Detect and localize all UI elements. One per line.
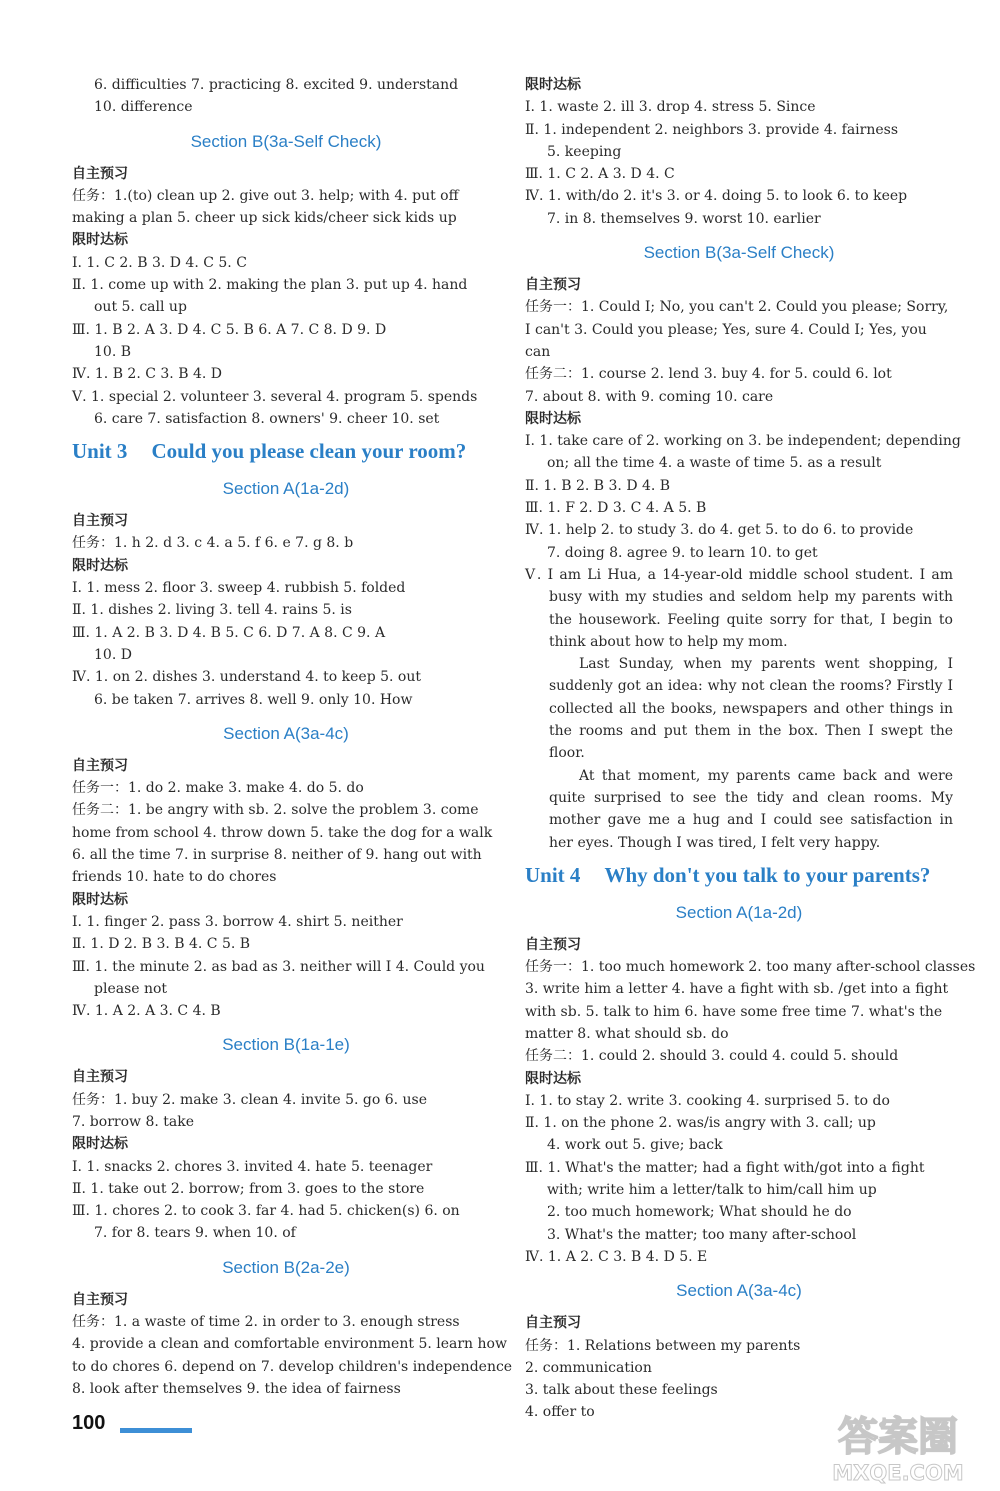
answer-line: 2. communication	[525, 1359, 652, 1376]
answer-line: Ⅲ. 1. F 2. D 3. C 4. A 5. B	[525, 500, 707, 517]
answer-line: 6. care 7. satisfaction 8. owners' 9. cheer 10. set	[94, 410, 440, 427]
answer-line: 4. work out 5. give; back	[547, 1137, 723, 1154]
unit-heading	[72, 436, 500, 466]
section-heading: Section B(3a-Self Check)	[190, 131, 382, 151]
right-column	[525, 74, 976, 1424]
answer-line: 7. borrow 8. take	[72, 1113, 194, 1130]
answer-line: 任务一：1. Could I; No, you can't 2. Could you please; Sorry,	[525, 299, 949, 316]
subsection-label: 自主预习	[72, 513, 128, 530]
subsection-label: 自主预习	[72, 165, 128, 182]
answer-line: Ⅳ. 1. B 2. C 3. B 4. D	[72, 366, 222, 383]
subsection-label: 限时达标	[72, 557, 128, 574]
answer-line: 3. talk about these feelings	[525, 1382, 718, 1399]
subsection-label: 限时达标	[72, 1136, 128, 1153]
answer-line: 6. difficulties 7. practicing 8. excited 9. understand	[94, 77, 459, 93]
answer-line: Ⅰ. 1. snacks 2. chores 3. invited 4. hate 5. teenager	[72, 1158, 433, 1175]
subsection-label: 限时达标	[525, 77, 581, 93]
answer-line: 8. look after themselves 9. the idea of fairness	[72, 1380, 401, 1397]
answer-line: Ⅰ. 1. waste 2. ill 3. drop 4. stress 5. Since	[525, 99, 816, 116]
watermark-site: MXQE.COM	[832, 1461, 964, 1485]
answer-line: Ⅲ. 1. chores 2. to cook 3. far 4. had 5. chicken(s) 6. on	[72, 1203, 460, 1220]
answer-line: Ⅳ. 1. help 2. to study 3. do 4. get 5. to do 6. to provide	[525, 522, 914, 539]
answer-line: 6. be taken 7. arrives 8. well 9. only 10. How	[94, 691, 413, 708]
page-number-bar	[120, 1428, 192, 1433]
answer-line: Ⅲ. 1. C 2. A 3. D 4. C	[525, 166, 675, 183]
answer-line: 5. keeping	[547, 143, 622, 160]
section-heading: Section A(1a-2d)	[675, 902, 803, 922]
answer-line: I can't 3. Could you please; Yes, sure 4. Could I; Yes, you	[525, 321, 927, 338]
answer-line: Ⅰ. 1. mess 2. floor 3. sweep 4. rubbish 5. folded	[72, 580, 406, 597]
answer-line: Ⅱ. 1. on the phone 2. was/is angry with 3. call; up	[525, 1115, 876, 1132]
subsection-label: 自主预习	[72, 1291, 128, 1308]
answer-line: Ⅲ. 1. A 2. B 3. D 4. B 5. C 6. D 7. A 8. C 9. A	[72, 624, 386, 641]
answer-line: matter 8. what should sb. do	[525, 1025, 729, 1042]
unit-title: Could you please clean your room?	[151, 439, 467, 464]
unit-number: Unit 3	[72, 439, 128, 464]
answer-line: 任务二：1. be angry with sb. 2. solve the problem 3. come	[72, 802, 479, 819]
answer-line: please not	[94, 980, 168, 997]
answer-line: 6. all the time 7. in surprise 8. neither of 9. hang out with	[72, 847, 482, 864]
answer-line: can	[525, 343, 551, 360]
answer-line: friends 10. hate to do chores	[72, 869, 277, 886]
answer-line: Ⅰ. 1. to stay 2. write 3. cooking 4. surprised 5. to do	[525, 1092, 890, 1109]
answer-line: home from school 4. throw down 5. take the dog for a walk	[72, 824, 493, 841]
answer-line: making a plan 5. cheer up sick kids/cheer sick kids up	[72, 210, 457, 227]
answer-line: Ⅱ. 1. dishes 2. living 3. tell 4. rains 5. is	[72, 602, 352, 619]
answer-line: 4. offer to	[525, 1404, 595, 1421]
answer-line: Ⅳ. 1. on 2. dishes 3. understand 4. to keep 5. out	[72, 669, 421, 686]
answer-line: Ⅳ. 1. A 2. C 3. B 4. D 5. E	[525, 1248, 708, 1265]
answer-line: Ⅱ. 1. come up with 2. making the plan 3. put up 4. hand	[72, 277, 468, 294]
section-heading: Section B(2a-2e)	[222, 1257, 350, 1277]
unit-number: Unit 4	[525, 862, 581, 887]
section-heading: Section B(1a-1e)	[222, 1035, 350, 1055]
section-heading: Section A(3a-4c)	[676, 1281, 802, 1301]
answer-line: Ⅱ. 1. take out 2. borrow; from 3. goes to the store	[72, 1180, 425, 1197]
answer-line: out 5. call up	[94, 299, 187, 316]
answer-line: 任务：1. a waste of time 2. in order to 3. enough stress	[72, 1314, 460, 1331]
answer-line: 2. too much homework; What should he do	[547, 1204, 852, 1221]
subsection-label: 自主预习	[525, 1315, 581, 1332]
section-heading: Section A(1a-2d)	[222, 479, 350, 499]
essay-paragraph: At that moment, my parents came back and were quite surprised to see the tidy and clean rooms. My mother gave me a hug and I could see satisfaction in her eyes. Though I was tired, I felt very happy.	[549, 767, 953, 851]
answer-line: 10. B	[94, 343, 132, 360]
answer-line: Ⅳ. 1. A 2. A 3. C 4. B	[72, 1003, 221, 1020]
answer-line: 7. for 8. tears 9. when 10. of	[94, 1225, 296, 1242]
answer-line: Ⅳ. 1. with/do 2. it's 3. or 4. doing 5. to look 6. to keep	[525, 188, 908, 205]
answer-line: Ⅱ. 1. D 2. B 3. B 4. C 5. B	[72, 936, 251, 953]
answer-line: with sb. 5. talk to him 6. have some free time 7. what's the	[525, 1003, 943, 1020]
answer-line: to do chores 6. depend on 7. develop children's independence	[72, 1358, 513, 1375]
subsection-label: 自主预习	[525, 277, 581, 294]
answer-line: Ⅱ. 1. independent 2. neighbors 3. provide 4. fairness	[525, 121, 899, 138]
left-column	[72, 74, 513, 1400]
answer-line: 3. write him a letter 4. have a fight with sb. /get into a fight	[525, 981, 949, 998]
watermark-logo	[808, 1404, 988, 1486]
answer-line: with; write him a letter/talk to him/call him up	[547, 1182, 877, 1199]
subsection-label: 限时达标	[72, 891, 128, 908]
subsection-label: 限时达标	[72, 232, 128, 249]
answer-line: Ⅴ. 1. special 2. volunteer 3. several 4. program 5. spends	[72, 388, 478, 405]
answer-line: 任务：1.(to) clean up 2. give out 3. help; with 4. put off	[72, 187, 459, 204]
answer-line: 3. What's the matter; too many after-school	[547, 1226, 857, 1243]
essay-paragraph: Ⅴ. I am Li Hua, a 14-year-old middle school student. I am busy with my studies and seldom help my parents with the housework. Feeling quite sorry for that, I begin to think about how to help my mom.	[525, 566, 953, 650]
answer-line: 任务一：1. too much homework 2. too many after-school classes	[525, 959, 976, 976]
answer-line: 任务：1. h 2. d 3. c 4. a 5. f 6. e 7. g 8. b	[72, 535, 354, 552]
subsection-label: 自主预习	[525, 936, 581, 953]
answer-line: Ⅲ. 1. B 2. A 3. D 4. C 5. B 6. A 7. C 8. D 9. D	[72, 321, 387, 338]
answer-line: 7. about 8. with 9. coming 10. care	[525, 388, 774, 405]
section-heading: Section A(3a-4c)	[223, 723, 349, 743]
answer-line: 任务二：1. course 2. lend 3. buy 4. for 5. could 6. lot	[525, 366, 892, 383]
answer-line: Ⅲ. 1. What's the matter; had a fight with/got into a fight	[525, 1159, 925, 1176]
unit-title: Why don't you talk to your parents?	[604, 862, 931, 887]
answer-line: 7. in 8. themselves 9. worst 10. earlier	[547, 210, 821, 227]
subsection-label: 自主预习	[72, 1069, 128, 1086]
subsection-label: 限时达标	[525, 1070, 581, 1087]
subsection-label: 限时达标	[525, 410, 581, 427]
answer-line: 任务一：1. do 2. make 3. make 4. do 5. do	[72, 780, 364, 797]
page-number: 100	[72, 1412, 106, 1434]
subsection-label: 自主预习	[72, 757, 128, 774]
answer-line: 7. doing 8. agree 9. to learn 10. to get	[547, 544, 818, 561]
section-heading: Section B(3a-Self Check)	[643, 243, 835, 263]
answer-line: Ⅲ. 1. the minute 2. as bad as 3. neither will I 4. Could you	[72, 958, 485, 975]
essay-paragraph: Last Sunday, when my parents went shopping, I suddenly got an idea: why not clean the rooms? Firstly I collected all the books, newspapers and other things in the rooms and put them in the box. Then I swept the floor.	[549, 656, 953, 762]
answer-line: Ⅱ. 1. B 2. B 3. D 4. B	[525, 477, 671, 494]
answer-line: on; all the time 4. a waste of time 5. as a result	[547, 455, 882, 472]
answer-line: Ⅰ. 1. take care of 2. working on 3. be independent; depending	[525, 433, 961, 450]
watermark-text: 答案圈	[838, 1414, 958, 1460]
answer-line: Ⅰ. 1. finger 2. pass 3. borrow 4. shirt 5. neither	[72, 913, 403, 930]
unit-heading	[525, 860, 953, 890]
answer-line: 10. difference	[94, 99, 193, 116]
answer-line: 10. D	[94, 646, 132, 663]
answer-line: 任务：1. Relations between my parents	[525, 1337, 801, 1354]
answer-line: Ⅰ. 1. C 2. B 3. D 4. C 5. C	[72, 254, 247, 271]
answer-line: 任务二：1. could 2. should 3. could 4. could 5. should	[525, 1048, 899, 1065]
answer-line: 4. provide a clean and comfortable environment 5. learn how	[72, 1336, 507, 1353]
answer-line: 任务：1. buy 2. make 3. clean 4. invite 5. go 6. use	[72, 1091, 428, 1108]
